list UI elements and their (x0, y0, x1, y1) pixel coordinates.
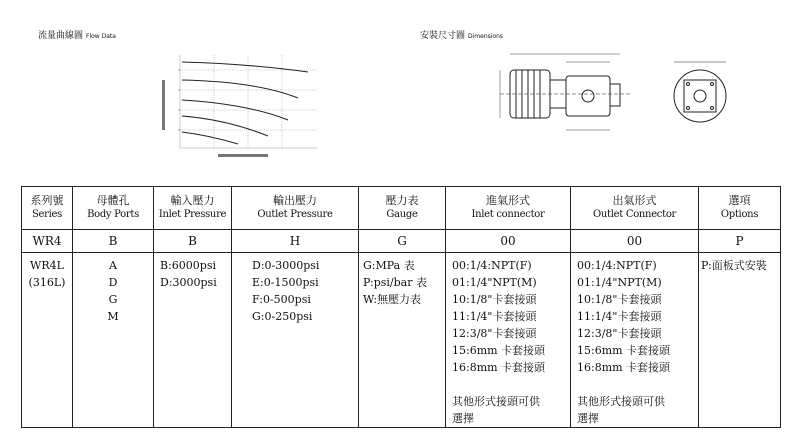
example-code-row (22, 230, 781, 253)
outlet-connector-cell (571, 253, 699, 428)
outlet-pressure-cell (232, 253, 359, 428)
dimensions-title-en: Dimensions (468, 33, 504, 40)
body-port-option: G (108, 293, 118, 306)
options-row (22, 253, 781, 428)
body-port-option: A (109, 259, 117, 272)
flow-curve-figure (158, 50, 326, 165)
gauge-option: G:MPa 表 (363, 259, 415, 272)
header-inlet-pressure: 輸入壓力 Inlet Pressure (154, 187, 232, 230)
code-options: P (699, 230, 781, 253)
outlet-connector-option: 11:1/4"卡套接頭 (577, 310, 662, 323)
header-gauge: 壓力表 Gauge (359, 187, 446, 230)
inlet-note: 選擇 (452, 412, 474, 425)
options-option: P:面板式安裝 (701, 259, 767, 272)
series-line: WR4L (30, 259, 64, 272)
inlet-connector-option: 11:1/4"卡套接頭 (452, 310, 537, 323)
code-outlet-connector: 00 (571, 230, 699, 253)
inlet-pressure-cell (154, 253, 232, 428)
outlet-connector-option: 12:3/8"卡套接頭 (577, 327, 662, 340)
header-inlet-connector: 進氣形式 Inlet connector (446, 187, 571, 230)
inlet-pressure-option: B:6000psi (160, 259, 216, 272)
flow-data-title-zh: 流量曲線圖 (38, 31, 84, 41)
series-line: (316L) (28, 276, 66, 289)
header-row (22, 187, 781, 230)
code-gauge: G (359, 230, 446, 253)
regulator-side-view (500, 70, 630, 118)
header-options: 選項 Options (699, 187, 781, 230)
outlet-connector-option: 01:1/4"NPT(M) (577, 276, 662, 289)
inlet-connector-cell (446, 253, 571, 428)
flow-data-title-en: Flow Data (86, 33, 116, 40)
inlet-connector-option: 10:1/8"卡套接頭 (452, 293, 537, 306)
outlet-connector-option: 00:1/4:NPT(F) (577, 259, 657, 272)
outlet-connector-option: 16:8mm 卡套接頭 (577, 361, 671, 374)
header-series: 系列號 Series (22, 187, 73, 230)
flow-data-title (38, 28, 116, 41)
code-series: WR4 (22, 230, 73, 253)
outlet-pressure-option: D:0-3000psi (252, 259, 320, 272)
outlet-note: 選擇 (577, 412, 599, 425)
inlet-note: 其他形式接頭可供 (452, 395, 540, 408)
body-port-option: D (108, 276, 118, 289)
inlet-connector-option: 12:3/8"卡套接頭 (452, 327, 537, 340)
dimension-lines (500, 54, 620, 130)
pressure-axis-caption-smudge (162, 80, 165, 130)
series-cell (22, 253, 73, 428)
header-outlet-pressure: 輸出壓力 Outlet Pressure (232, 187, 359, 230)
outlet-connector-option: 15:6mm 卡套接頭 (577, 344, 671, 357)
gauge-option: P:psi/bar 表 (363, 276, 427, 289)
header-body-ports: 母體孔 Body Ports (73, 187, 154, 230)
regulator-end-view (674, 62, 726, 122)
gauge-cell (359, 253, 446, 428)
inlet-connector-option: 15:6mm 卡套接頭 (452, 344, 546, 357)
outlet-connector-option: 10:1/8"卡套接頭 (577, 293, 662, 306)
dimensions-drawing (470, 40, 750, 150)
body-ports-cell (73, 253, 154, 428)
inlet-connector-option: 01:1/4"NPT(M) (452, 276, 537, 289)
dimensions-title-zh: 安裝尺寸圖 (420, 31, 466, 41)
flow-curves (182, 62, 308, 144)
outlet-pressure-option: F:0-500psi (252, 293, 311, 306)
outlet-pressure-option: E:0-1500psi (252, 276, 319, 289)
header-outlet-connector: 出氣形式 Outlet Connector (571, 187, 699, 230)
ordering-spec-table (21, 186, 781, 428)
inlet-pressure-option: D:3000psi (160, 276, 217, 289)
outlet-note: 其他形式接頭可供 (577, 395, 665, 408)
code-outlet-pressure: H (232, 230, 359, 253)
flow-axis-caption-smudge (218, 154, 268, 157)
code-inlet-connector: 00 (446, 230, 571, 253)
inlet-connector-option: 16:8mm 卡套接頭 (452, 361, 546, 374)
inlet-connector-option: 00:1/4:NPT(F) (452, 259, 532, 272)
options-cell (699, 253, 781, 428)
code-body-ports: B (73, 230, 154, 253)
code-inlet-pressure: B (154, 230, 232, 253)
body-port-option: M (107, 310, 119, 323)
gauge-option: W:無壓力表 (363, 293, 422, 306)
outlet-pressure-option: G:0-250psi (252, 310, 313, 323)
flow-curve-axis-ticks (178, 70, 180, 130)
